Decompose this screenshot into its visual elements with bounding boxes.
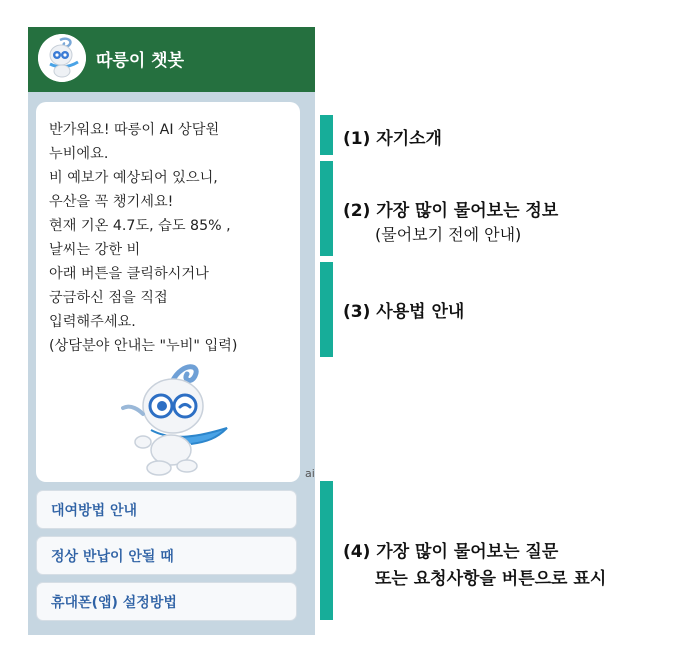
quick-reply-return-issue[interactable]: [36, 536, 297, 575]
annotation-2-sub: (물어보기 전에 안내): [375, 225, 522, 244]
chat-header: [28, 27, 315, 92]
nubi-mascot-icon: [38, 34, 86, 82]
annotation-bar-2: [320, 161, 333, 256]
quick-reply-label: 정상 반납이 안될 때: [51, 548, 174, 565]
quick-reply-label: 휴대폰(앱) 설정방법: [51, 594, 177, 611]
nubi-mascot-illustration: [121, 358, 231, 476]
welcome-message-bubble: [36, 102, 300, 482]
annotation-1-label: (1) 자기소개: [343, 129, 442, 149]
annotation-2-label: (2) 가장 많이 물어보는 정보: [343, 201, 559, 221]
quick-reply-rental-guide[interactable]: [36, 490, 297, 529]
chat-title: 따릉이 챗봇: [96, 51, 185, 71]
annotation-4-label: (4) 가장 많이 물어보는 질문: [343, 542, 559, 562]
annotation-bar-4: [320, 481, 333, 620]
quick-reply-app-settings[interactable]: [36, 582, 297, 621]
stray-text: ai: [305, 467, 315, 480]
annotation-bar-1: [320, 115, 333, 155]
welcome-message-text: 반가워요! 따릉이 AI 상담원 누비에요. 비 예보가 예상되어 있으니, 우산을 꼭 챙기세요! 현재 기온 4.7도, 습도 85% , 날씨는 강한 비 아래 버튼을 클릭하시거나 궁금하신 점을 직접 입력해주세요. (상담분야 안내는 "누비" 입력): [49, 122, 238, 354]
annotation-bar-3: [320, 262, 333, 357]
annotation-3-label: (3) 사용법 안내: [343, 302, 465, 322]
annotation-4-sub: 또는 요청사항을 버튼으로 표시: [375, 569, 607, 589]
quick-reply-label: 대여방법 안내: [51, 502, 138, 519]
chatbot-window: [28, 27, 315, 635]
